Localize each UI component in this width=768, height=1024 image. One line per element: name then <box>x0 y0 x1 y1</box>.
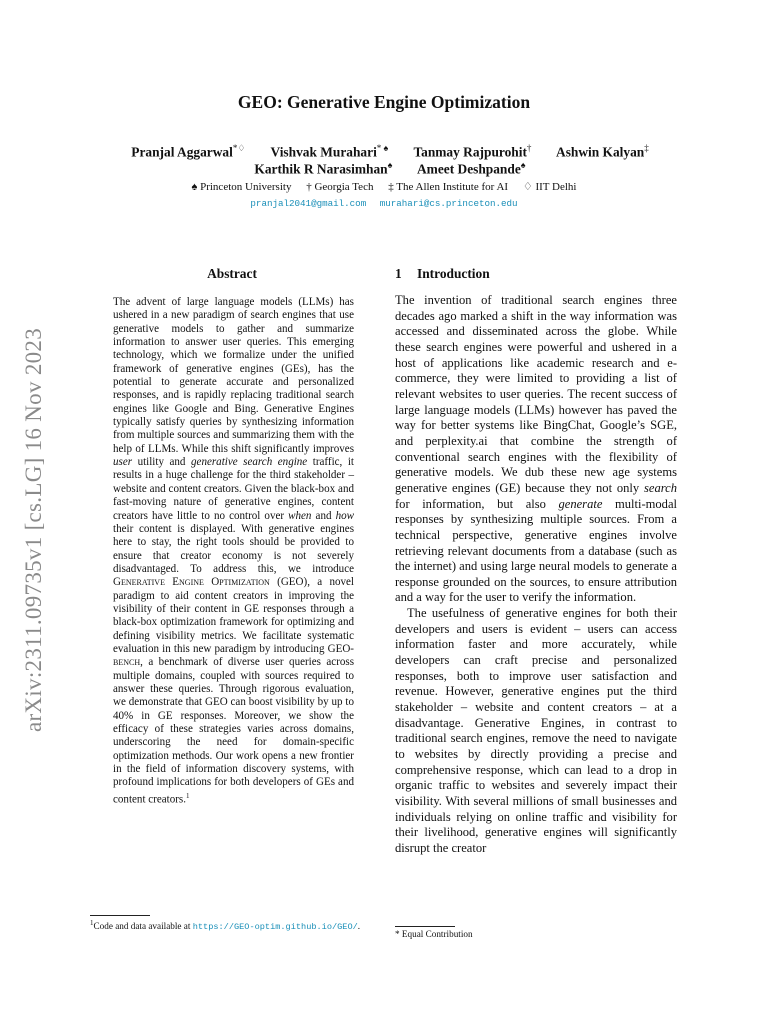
author-mark: ‡ <box>644 143 649 153</box>
code-url-link[interactable]: https://GEO-optim.github.io/GEO/ <box>192 922 358 933</box>
footnote-marker: 1 <box>186 791 190 800</box>
author-line-1 <box>60 143 720 160</box>
footnote-code-data: $^1$Code and data available at https://GEO-optim.github.io/GEO/. <box>90 919 361 933</box>
affiliations <box>0 180 768 193</box>
abstract-heading: Abstract <box>207 266 257 281</box>
author-line-2 <box>60 160 720 177</box>
author-mark: † <box>526 143 532 153</box>
email-link[interactable]: murahari@cs.princeton.edu <box>379 198 518 209</box>
abstract-body: The advent of large language models (LLMs) has ushered in a new paradigm of search engines that use generative models to gather and summarize information to answer user queries. This emerging technology, which we formalize under the unified framework of generative engines (GEs), has the potential to generate accurate and personalized responses, and is rapidly replacing traditional search engines like Google and Bing. Generative Engines typically satisfy queries by synthesizing information from multiple sources and summarizing them with the help of LLMs. While this shift significantly improves user utility and generative search engine traffic, it results in a huge challenge for the third stakeholder – website and content creators. Given the black-box and fast-moving nature of generative engines, content creators have little to no control over when and how their content is displayed. With generative engines here to stay, the right tools should be provided to ensure that creator economy is not severely disadvantaged. To address this, we introduce Generative Engine Optimization (GEO), a novel paradigm to aid content creators in improving the visibility of their content in GE responses through a black-box optimization framework for optimizing and defining visibility metrics. We facilitate systematic evaluation in this new paradigm by introducing GEO-bench, a benchmark of diverse user queries across multiple domains, coupled with sources required to answer these queries. Through rigorous evaluation, we demonstrate that GEO can boost visibility by up to 40% in GE responses. Moreover, we show the efficacy of these strategies varies across domains, underscoring the need for domain-specific optimization methods. Our work opens a new frontier in the field of information discovery systems, with profound implications for both developers of GEs and content creators.$^1$ <box>113 296 355 806</box>
paragraph: The invention of traditional search engines three decades ago marked a shift in the way information was accessed and disseminated across the globe. While these search engines were powerful and ushered in a host of applications like academic research and e-commerce, they were limited to providing a list of relevant websites to user queries. The recent success of large language models (LLMs) however has paved the way for better systems like BingChat, Google’s SGE, and perplexity.ai that combine the strength of conventional search engines with the flexibility of generative models. We dub these new age systems generative engines (GE) because they not only search for information, but also generate multi-modal responses by synthesizing multiple sources. From a technical perspective, generative engines involve retrieving relevant documents from a database (such as the internet) and using large neural models to generate a response grounded on the sources, to ensure attribution and a way for the user to verify the information. <box>395 293 677 605</box>
author-mark: * ♠ <box>376 143 389 153</box>
affiliation: ‡ The Allen Institute for AI <box>388 181 509 193</box>
author-mark: ♠ <box>520 160 526 170</box>
affiliation: ♠ Princeton University <box>191 181 292 193</box>
email-link[interactable]: pranjal2041@gmail.com <box>250 198 367 209</box>
introduction-body <box>395 293 677 857</box>
arxiv-id-text: arXiv:2311.09735v1 [cs.LG] 16 Nov 2023 <box>21 327 46 733</box>
author-name: Pranjal Aggarwal <box>131 144 233 160</box>
paper-title: GEO: Generative Engine Optimization <box>237 92 531 112</box>
arxiv-identifier-stamp <box>12 310 56 750</box>
footnote-equal-contribution: * Equal Contribution <box>395 929 473 939</box>
affiliation: † Georgia Tech <box>306 181 374 193</box>
author-name: Karthik R Narasimhan <box>254 161 388 177</box>
author-mark: *♢ <box>232 143 246 153</box>
footnote-rule <box>90 915 150 916</box>
section-title: Introduction <box>417 266 490 281</box>
footnote-rule <box>395 926 455 927</box>
author-name: Vishvak Murahari <box>270 144 377 160</box>
author-mark: ♠ <box>387 160 393 170</box>
author-emails <box>0 198 768 209</box>
author-name: Tanmay Rajpurohit <box>413 144 527 160</box>
author-name: Ashwin Kalyan <box>556 144 645 160</box>
paragraph: The usefulness of generative engines for both their developers and users is evident – users can access information faster and more accurately, while developers can craft precise and personalized responses, both to improve user satisfaction and revenue. However, generative engines put the third stakeholder – website and content creators – at a disadvantage. Generative Engines, in contrast to traditional search engines, remove the need to navigate to websites by directly providing a precise and comprehensive response, which can lead to a drop in organic traffic to websites and severely impact their visibility. With several millions of small businesses and individuals relying on online traffic and visibility for their livelihood, generative engines will significantly disrupt the creator <box>395 606 677 855</box>
author-name: Ameet Deshpande <box>417 161 521 177</box>
section-heading-introduction <box>395 266 490 282</box>
section-number: 1 <box>395 266 402 281</box>
affiliation: ♢ IIT Delhi <box>522 181 577 193</box>
